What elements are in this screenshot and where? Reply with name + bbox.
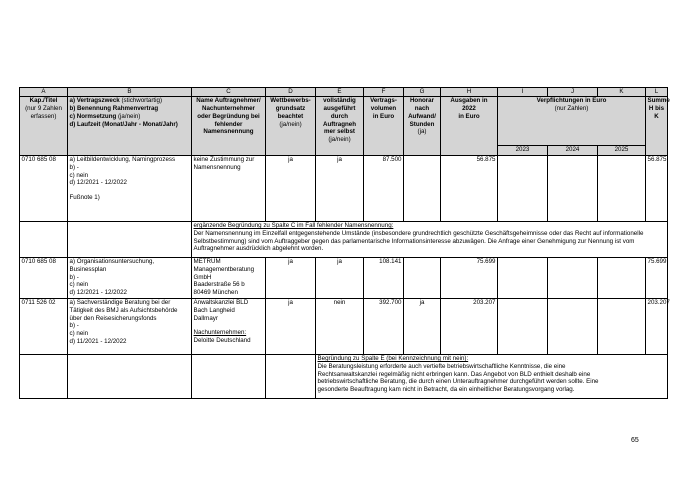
contractor-line: Managementberatung: [193, 265, 255, 273]
header-honorar: [404, 96, 441, 155]
cell-purpose: [68, 257, 192, 298]
cell-2025: [598, 155, 646, 221]
header-line: H bis K: [648, 105, 665, 120]
column-letter: K: [598, 88, 646, 97]
note-begruendung-c: [192, 221, 668, 257]
header-vertragszweck: [68, 96, 192, 155]
subcontractor-label: Nachunternehmen:: [193, 329, 247, 337]
header-line: Aufwand/: [408, 112, 436, 120]
contractor-line: Baaderstraße 56 b: [193, 281, 245, 289]
table-row: [20, 257, 668, 298]
empty-cell: [68, 221, 192, 257]
note-title: Begründung zu Spalte E (bei Kennzeichnung mit nein):: [317, 355, 469, 362]
header-line: Ausgaben in: [450, 97, 488, 105]
cell-2024: [548, 155, 598, 221]
cell-fee: [404, 257, 441, 298]
contractor-line: [194, 322, 264, 329]
empty-cell: [192, 354, 266, 398]
header-line: Summe: [647, 97, 670, 105]
header-line: ausgeführt: [323, 105, 356, 112]
year-2025: 2025: [598, 145, 646, 155]
purpose-line: d) 12/2021 - 12/2022: [69, 179, 127, 187]
header-note: (ja/nein): [279, 120, 302, 128]
page-number: 65: [631, 437, 639, 444]
cell-kap-titel: 0710 685 08: [20, 257, 68, 298]
cell-contractor: [192, 155, 266, 221]
purpose-line: c) nein: [69, 281, 89, 289]
cell-competition: ja: [266, 155, 316, 221]
table-row: [20, 298, 668, 354]
header-note: (ja): [417, 128, 427, 136]
header-line: mer selbst: [324, 128, 355, 136]
note-line: betriebswirtschaftliche Beratung, die durch einen Unterauftragnehmer durchgeführt werden sollte. Eine: [317, 378, 599, 386]
cell-spent-2022: 56.875: [441, 155, 498, 221]
header-note: (ja/nein): [328, 136, 351, 143]
header-line: b) Benennung Rahmenvertrag: [69, 105, 159, 112]
contractor-line: METRUM: [193, 258, 221, 265]
header-line: in Euro: [458, 112, 480, 120]
header-line: durch: [330, 112, 349, 120]
cell-purpose: [68, 298, 192, 354]
purpose-line: a) Sachverständige Beratung bei der: [69, 299, 171, 306]
note-title: ergänzende Begründung zu Spalte C im Fall fehlender Namensnennung:: [193, 222, 394, 229]
purpose-line: Businessplan: [69, 265, 107, 273]
header-line: grundsatz: [275, 105, 306, 112]
cell-purpose: [68, 155, 192, 221]
header-line: volumen: [370, 105, 397, 112]
cell-2024: [548, 298, 598, 354]
year-2023: 2023: [498, 145, 548, 155]
purpose-line: d) 11/2021 - 12/2022: [69, 337, 127, 345]
header-line: 2022: [462, 105, 476, 112]
column-letter: G: [404, 88, 441, 97]
header-summe: [646, 96, 668, 155]
cell-kap-titel: 0711 526 02: [20, 298, 68, 354]
column-letter: E: [316, 88, 364, 97]
header-line: Wettbewerbs-: [270, 97, 311, 105]
column-letter: I: [498, 88, 548, 97]
cell-competition: ja: [266, 257, 316, 298]
note-row: [20, 354, 668, 398]
note-line: Rechtsanwaltskanzlei regelmäßig nicht erbringen kann. Das Angebot von BLD enthielt deshalb eine: [317, 370, 591, 378]
cell-2025: [598, 298, 646, 354]
note-line: gesonderte Beauftragung kam nicht in Betracht, da ein einheitlicher Beratungsvorgang vorlag.: [317, 386, 575, 393]
header-line: in Euro: [372, 112, 395, 120]
note-begruendung-e: [316, 354, 668, 398]
empty-cell: [266, 354, 316, 398]
cell-self-executed: ja: [316, 155, 364, 221]
empty-cell: [20, 354, 68, 398]
cell-spent-2022: 203.207: [441, 298, 498, 354]
cell-2023: [498, 257, 548, 298]
column-letter: H: [441, 88, 498, 97]
footnote-ref: Fußnote 1): [69, 194, 100, 201]
header-line: Verpflichtungen in Euro: [536, 97, 607, 105]
header-line: c) Normsetzung: [69, 112, 117, 120]
cell-sum: 203.207: [646, 298, 668, 354]
header-kap-titel: [20, 96, 68, 155]
header-verpflichtungen: [498, 96, 646, 145]
header-wettbewerb: [266, 96, 316, 155]
purpose-line: a) Leitbildentwicklung, Namingprozess: [69, 156, 176, 163]
header-line: oder Begründung bei: [197, 112, 260, 120]
header-line: erfassen): [30, 112, 57, 120]
header-row: [20, 96, 668, 145]
header-note: (stichwortartig): [121, 97, 163, 105]
cell-2025: [598, 257, 646, 298]
column-letter: D: [266, 88, 316, 97]
contractor-line: Deloitte Deutschland: [193, 337, 251, 344]
contractor-line: Dallmayr: [193, 314, 218, 322]
cell-contractor: [192, 298, 266, 354]
contractor-line: Bach Langheid: [193, 306, 235, 314]
cell-contractor: [192, 257, 266, 298]
header-line: nach: [414, 105, 430, 112]
purpose-line: b) -: [69, 163, 79, 171]
header-line: fehlender: [214, 120, 243, 128]
header-auftragnehmer: [192, 96, 266, 155]
header-line: Stunden: [409, 120, 435, 128]
purpose-line: d) 12/2021 - 12/2022: [69, 289, 127, 296]
cell-sum: 75.699: [646, 257, 668, 298]
header-line: Nachunternehmer: [202, 105, 255, 112]
note-line: Selbstbestimmung) sind vom Auftraggeber gegen das parlamentarische Informationsinteresse abzuwägen. Die Anfrage einer Genehmigung zur Nennung ist vom: [193, 237, 635, 245]
purpose-line: c) nein: [69, 171, 89, 179]
purpose-line: a) Organisationsuntersuchung,: [69, 258, 155, 265]
empty-cell: [68, 354, 192, 398]
cell-volume: 87.500: [364, 155, 404, 221]
note-line: Auftragnehmer ausdrücklich abgelehnt worden.: [193, 245, 324, 253]
column-letter: L: [646, 88, 668, 97]
header-ausgaben: [441, 96, 498, 155]
header-note: (ja/nein): [118, 112, 141, 120]
table-row: [20, 155, 668, 221]
note-row: [20, 221, 668, 257]
column-letter: J: [548, 88, 598, 97]
column-letter: C: [192, 88, 266, 97]
header-line: Kap./Titel: [29, 97, 58, 105]
header-line: vollständig: [323, 97, 356, 105]
cell-2023: [498, 298, 548, 354]
empty-cell: [20, 221, 68, 257]
year-2024: 2024: [548, 145, 598, 155]
purpose-line: Tätigkeit des BMJ als Aufsichtsbehörde: [69, 306, 178, 314]
purpose-line: [70, 187, 190, 194]
header-note: (nur Zahlen): [554, 105, 589, 112]
cell-volume: 392.700: [364, 298, 404, 354]
note-line: Der Namensnennung im Einzelfall entgegenstehende Umstände (insbesondere grundrechtlich geschützte Geschäftsgeheimnisse oder das Recht auf informationelle: [193, 229, 644, 237]
column-letter: A: [20, 88, 68, 97]
header-line: (nur 9 Zahlen: [25, 105, 62, 112]
contractor-line: GmbH: [193, 273, 212, 281]
cell-fee: ja: [404, 298, 441, 354]
header-line: d) Laufzeit (Monat/Jahr - Monat/Jahr): [69, 120, 178, 128]
header-line: Auftragneh: [323, 120, 356, 128]
cell-competition: ja: [266, 298, 316, 354]
header-line: Name Auftragnehmer/: [196, 97, 261, 105]
contracts-table: [19, 87, 668, 399]
column-letter-row: [20, 88, 668, 97]
cell-self-executed: nein: [316, 298, 364, 354]
contractor-line: keine Zustimmung zur: [193, 156, 255, 163]
cell-sum: 56.875: [646, 155, 668, 221]
header-line: Honorar: [409, 97, 435, 105]
column-letter: F: [364, 88, 404, 97]
cell-2024: [548, 257, 598, 298]
cell-2023: [498, 155, 548, 221]
cell-fee: [404, 155, 441, 221]
purpose-line: b) -: [69, 322, 79, 330]
cell-volume: 108.141: [364, 257, 404, 298]
purpose-line: c) nein: [69, 330, 89, 337]
header-line: Namensnennung: [203, 128, 254, 136]
header-line: Vertrags-: [370, 97, 397, 105]
contractor-line: Namensnennung: [193, 163, 241, 171]
column-letter: B: [68, 88, 192, 97]
contractor-line: Anwaltskanzlei BLD: [193, 299, 249, 306]
header-vertragsvolumen: [364, 96, 404, 155]
cell-self-executed: ja: [316, 257, 364, 298]
cell-spent-2022: 75.699: [441, 257, 498, 298]
header-line: beachtet: [277, 112, 304, 120]
contractor-line: 80469 München: [193, 289, 238, 296]
purpose-line: über den Reisesicherungsfonds: [69, 314, 157, 322]
purpose-line: b) -: [69, 273, 79, 281]
cell-kap-titel: 0710 685 08: [20, 155, 68, 221]
header-vollstaendig: [316, 96, 364, 155]
note-line: Die Beratungsleistung erforderte auch vertiefte betriebswirtschaftliche Kenntnisse, die eine: [317, 362, 566, 370]
header-line: a) Vertragszweck: [69, 97, 120, 105]
